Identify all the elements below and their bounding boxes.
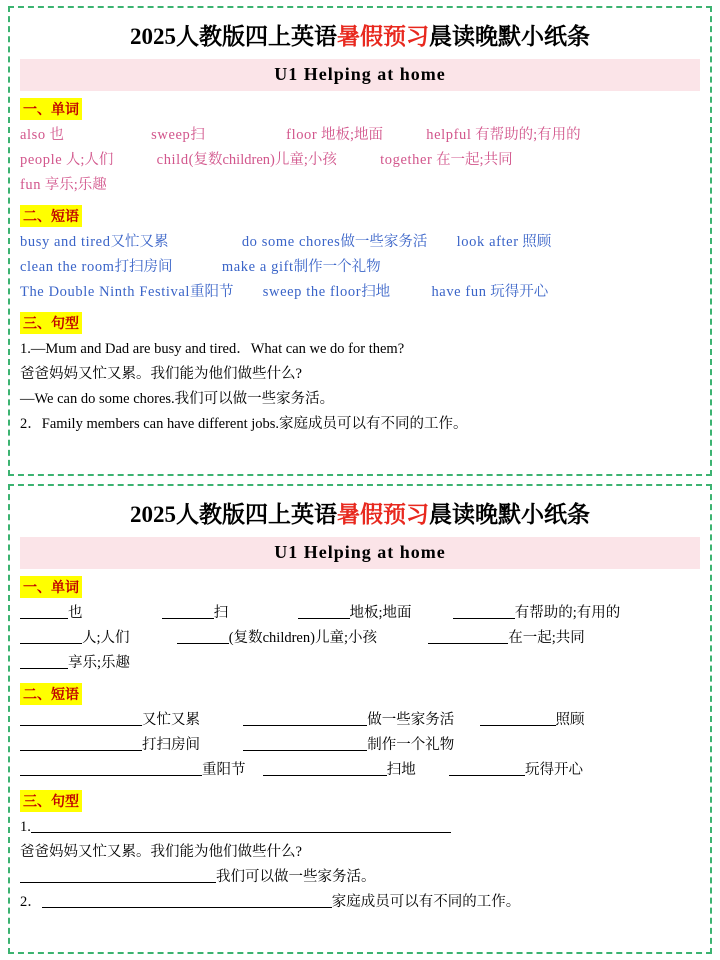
word-en: child: [156, 152, 189, 168]
word-cn: 有帮助的;有用的: [514, 605, 621, 621]
answer-blank[interactable]: [20, 735, 142, 751]
word-cn: 享乐;乐趣: [68, 655, 131, 671]
phrase-cn: 玩得开心: [486, 284, 549, 300]
phrase-en: have fun: [431, 284, 487, 300]
word-en: sweep: [151, 127, 191, 143]
phrase-cn: 做一些家务活: [340, 234, 428, 250]
phrase-en: make a gift: [221, 259, 294, 275]
worksheet-card-filled: [8, 6, 712, 476]
word-cn: 也: [68, 605, 83, 621]
phrase-row: [20, 280, 700, 305]
word-cn: 扫: [190, 127, 205, 143]
word-row: [20, 123, 700, 148]
phrase-row: [20, 255, 700, 280]
title-prefix: 2025人教版四上英语: [130, 502, 337, 527]
phrase-cn: 扫地: [386, 762, 416, 778]
phrase-en: clean the room: [20, 259, 115, 275]
word-en: helpful: [426, 127, 472, 143]
answer-blank[interactable]: [428, 628, 508, 644]
sentence-row: 爸爸妈妈又忙又累。我们能为他们做些什么?: [20, 366, 302, 382]
phrase-en: The Double Ninth Festival: [20, 284, 191, 300]
phrase-cn: 扫地: [361, 284, 391, 300]
phrase-cn: 制作一个礼物: [367, 737, 455, 753]
word-en: also: [20, 127, 46, 143]
phrase-en: busy and tired: [20, 234, 111, 250]
phrase-cn: 又忙又累: [142, 712, 200, 728]
sentence-row: 2．Family members can have different jobs.家庭成员可以有不同的工作。: [20, 416, 468, 432]
answer-blank[interactable]: [20, 760, 202, 776]
word-row: [20, 173, 700, 198]
word-cn: 享乐;乐趣: [41, 177, 107, 193]
page-title: [20, 496, 700, 529]
title-suffix: 晨读晚默小纸条: [429, 24, 590, 49]
word-cn: 在一起;共同: [508, 630, 585, 646]
word-cn: (复数children)儿童;小孩: [188, 152, 337, 168]
phrase-en: look after: [456, 234, 519, 250]
answer-blank[interactable]: [298, 603, 350, 619]
phrase-cn: 照顾: [555, 712, 585, 728]
answer-blank[interactable]: [20, 653, 68, 669]
answer-blank[interactable]: [20, 603, 68, 619]
answer-blank[interactable]: [42, 892, 332, 908]
word-cn: 人;人们: [82, 630, 130, 646]
section-heading-phrases: 二、短语: [20, 683, 82, 705]
section-heading-sentences: 三、句型: [20, 312, 82, 334]
phrase-blank-row: [20, 733, 700, 758]
answer-blank[interactable]: [449, 760, 525, 776]
phrase-cn: 制作一个礼物: [293, 259, 381, 275]
answer-blank[interactable]: [243, 710, 367, 726]
phrase-cn: 做一些家务活: [367, 712, 455, 728]
section-heading-phrases: 二、短语: [20, 205, 82, 227]
word-blank-row: [20, 626, 700, 651]
sentence-number: 1.: [20, 819, 31, 835]
answer-blank[interactable]: [453, 603, 515, 619]
phrase-cn: 重阳节: [202, 762, 246, 778]
unit-subtitle: U1 Helping at home: [20, 537, 700, 569]
answer-blank[interactable]: [20, 628, 82, 644]
word-cn: 有帮助的;有用的: [471, 127, 581, 143]
unit-subtitle: U1 Helping at home: [20, 59, 700, 91]
title-highlight: 暑假预习: [337, 24, 429, 49]
word-cn: 扫: [213, 605, 229, 621]
answer-blank[interactable]: [20, 867, 216, 883]
sentence-blank-row: [20, 890, 700, 915]
sentence-row: —We can do some chores.我们可以做一些家务活。: [20, 391, 335, 407]
phrase-blank-row: [20, 708, 700, 733]
section-heading-words: 一、单词: [20, 98, 82, 120]
word-cn: (复数children)儿童;小孩: [228, 630, 377, 646]
worksheet-card-blank: [8, 484, 712, 954]
sentence-cn: 爸爸妈妈又忙又累。我们能为他们做些什么?: [20, 844, 302, 860]
word-blank-row: [20, 651, 700, 676]
sentence-blank-row: [20, 865, 700, 890]
phrase-cn: 打扫房间: [114, 259, 173, 275]
sentence-blank-row: [20, 815, 700, 840]
phrase-cn: 重阳节: [190, 284, 234, 300]
answer-blank[interactable]: [20, 710, 142, 726]
word-cn: 地板;地面: [349, 605, 412, 621]
phrase-cn: 玩得开心: [525, 762, 583, 778]
section-heading-words: 一、单词: [20, 576, 82, 598]
phrase-row: [20, 230, 700, 255]
title-prefix: 2025人教版四上英语: [130, 24, 337, 49]
sentence-blank-row: [20, 840, 700, 865]
phrase-cn: 打扫房间: [142, 737, 200, 753]
title-suffix: 晨读晚默小纸条: [429, 502, 590, 527]
answer-blank[interactable]: [480, 710, 556, 726]
word-cn: 也: [45, 127, 64, 143]
sentence-row: 1.—Mum and Dad are busy and tired．What can we do for them?: [20, 341, 405, 357]
sentence-number: 2．: [20, 894, 42, 910]
section-heading-sentences: 三、句型: [20, 790, 82, 812]
sentence-cn: 家庭成员可以有不同的工作。: [331, 894, 521, 910]
sentence-cn: 我们可以做一些家务活。: [216, 869, 376, 885]
phrase-blank-row: [20, 758, 700, 783]
answer-blank[interactable]: [162, 603, 214, 619]
page-title: [20, 18, 700, 51]
phrase-en: sweep the floor: [262, 284, 362, 300]
answer-blank[interactable]: [177, 628, 229, 644]
phrase-cn: 又忙又累: [110, 234, 169, 250]
answer-blank[interactable]: [263, 760, 387, 776]
answer-blank[interactable]: [31, 817, 451, 833]
word-en: together: [380, 152, 433, 168]
word-cn: 在一起;共同: [432, 152, 513, 168]
word-cn: 地板;地面: [317, 127, 383, 143]
word-cn: 人;人们: [62, 152, 114, 168]
word-en: floor: [286, 127, 318, 143]
word-blank-row: [20, 601, 700, 626]
title-highlight: 暑假预习: [337, 502, 429, 527]
word-en: people: [20, 152, 63, 168]
phrase-en: do some chores: [241, 234, 341, 250]
phrase-cn: 照顾: [518, 234, 552, 250]
answer-blank[interactable]: [243, 735, 367, 751]
word-en: fun: [20, 177, 42, 193]
word-row: [20, 148, 700, 173]
